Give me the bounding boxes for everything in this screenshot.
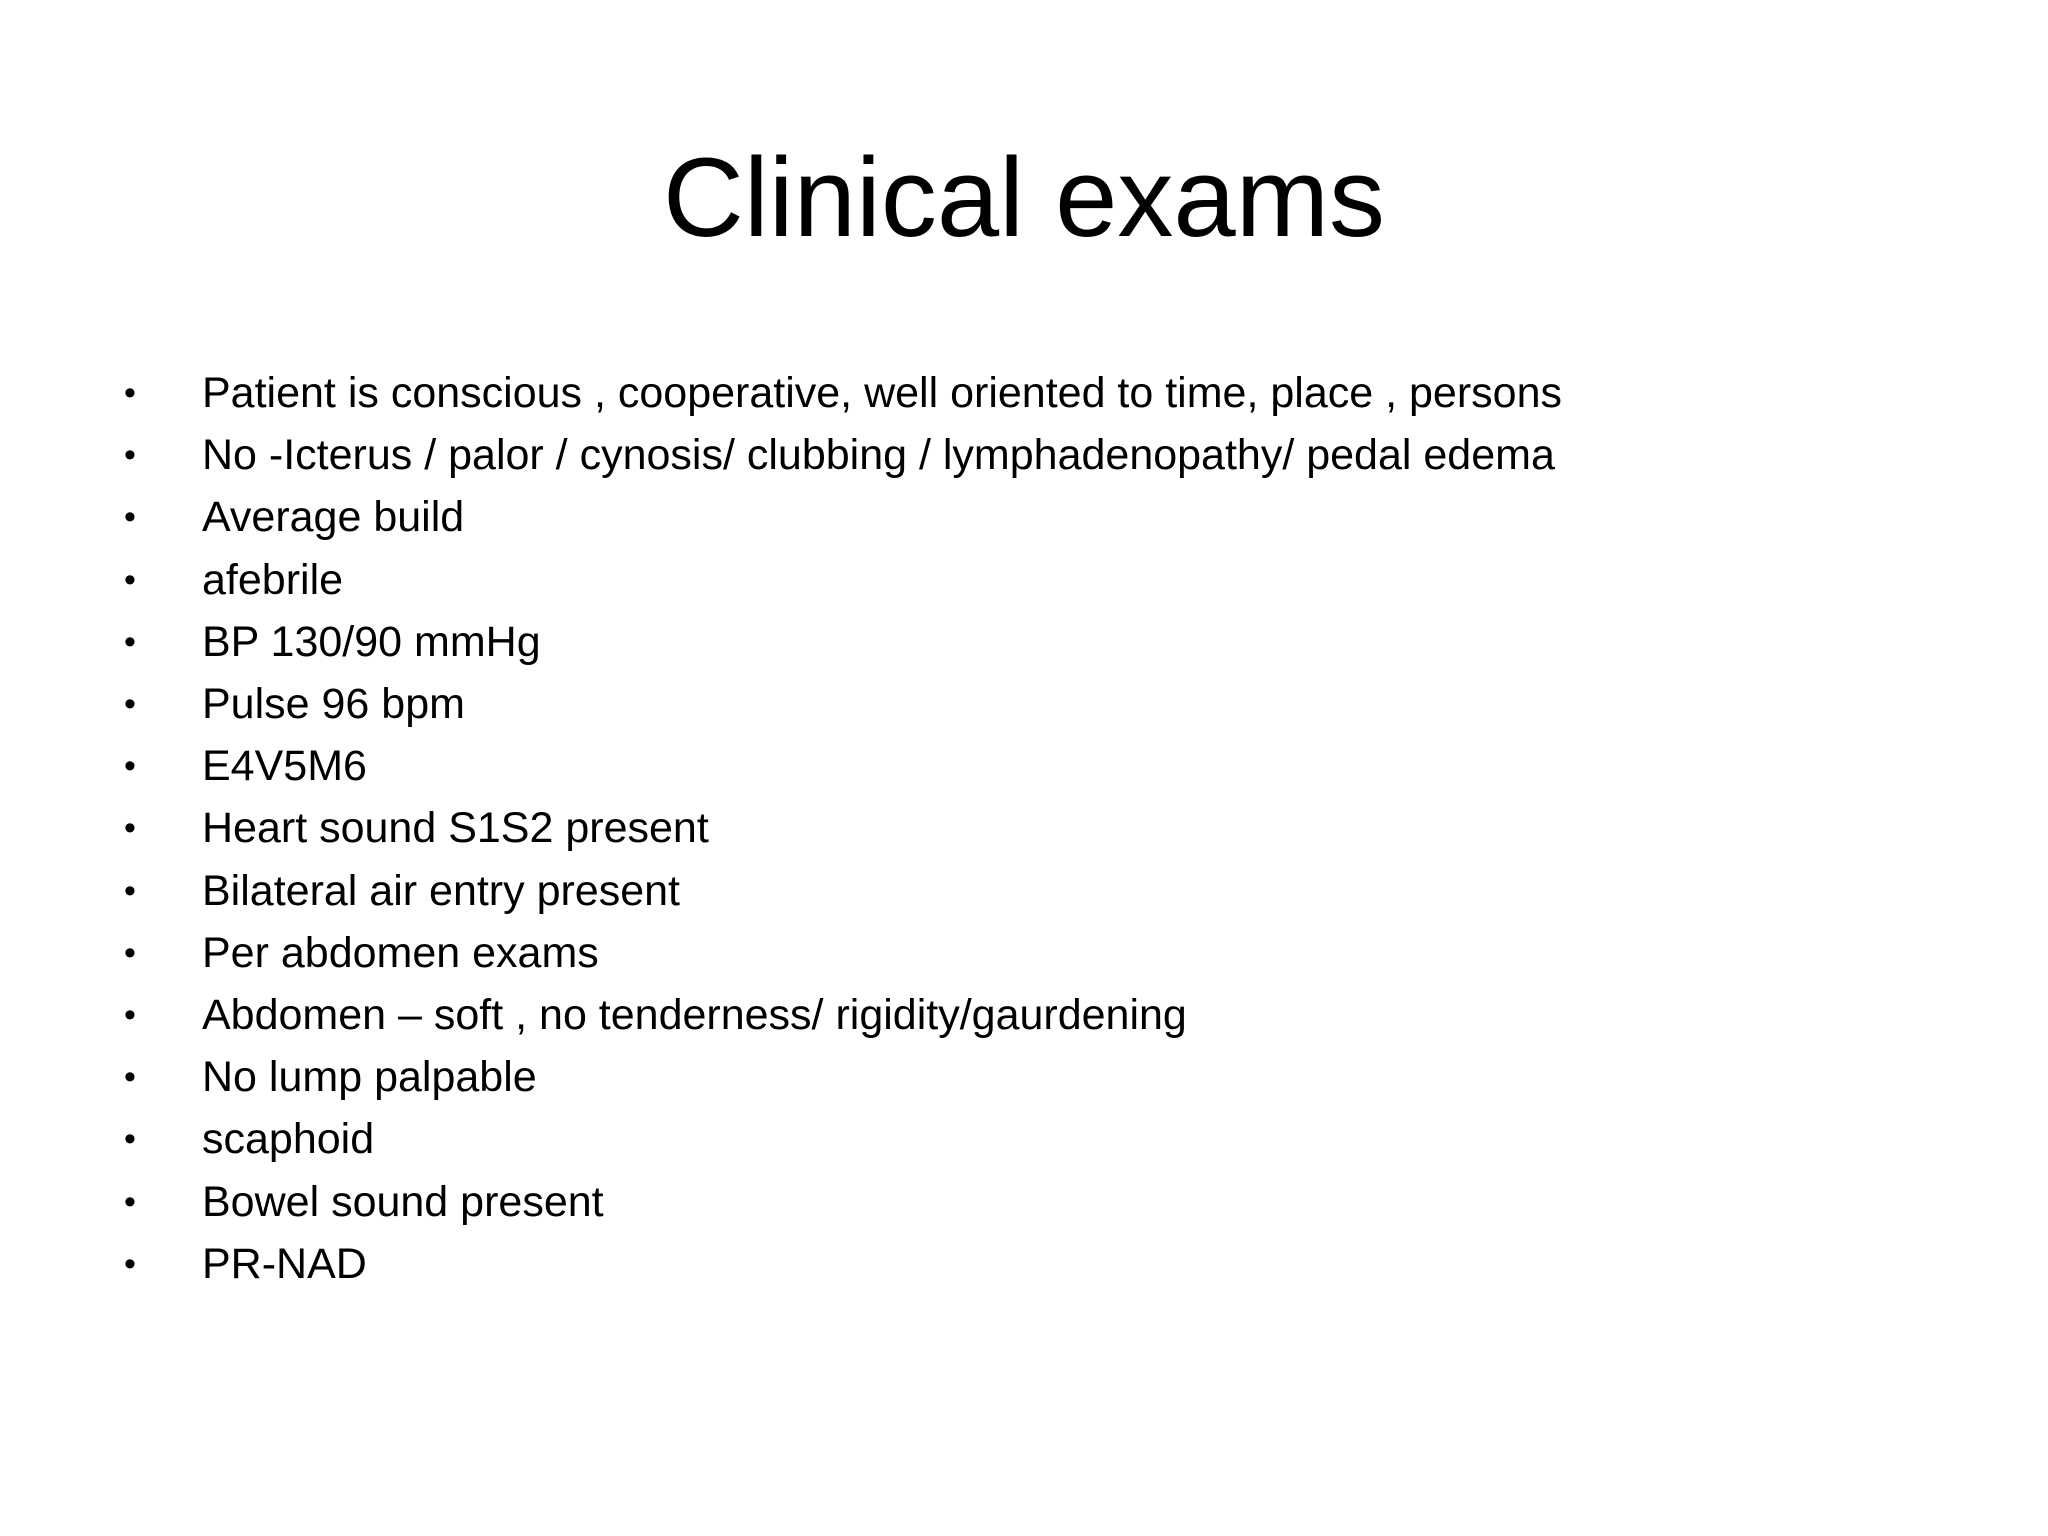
bullet-icon: • (124, 1120, 136, 1159)
bullet-icon: • (124, 560, 136, 599)
bullet-icon: • (124, 1182, 136, 1221)
list-item-text: Abdomen – soft , no tenderness/ rigidity/gaurdening (202, 990, 1187, 1039)
bullet-icon: • (124, 933, 136, 972)
list-item-text: BP 130/90 mmHg (202, 617, 541, 666)
list-item-text: scaphoid (202, 1115, 375, 1164)
bullet-icon: • (124, 871, 136, 910)
list-item (124, 1170, 1974, 1232)
list-item-text: Average build (202, 493, 465, 542)
list-item (124, 984, 1974, 1046)
bullet-icon: • (124, 995, 136, 1034)
list-item (124, 611, 1974, 673)
list-item (124, 797, 1974, 859)
list-item (124, 1233, 1974, 1295)
list-item-text: No lump palpable (202, 1053, 537, 1102)
list-item (124, 549, 1974, 611)
list-item-text: Heart sound S1S2 present (202, 804, 709, 853)
slide-title: Clinical exams (663, 135, 1385, 260)
list-item (124, 486, 1974, 548)
clinical-exam-list (124, 362, 1974, 1295)
list-item (124, 1046, 1974, 1108)
list-item (124, 1108, 1974, 1170)
list-item-text: PR-NAD (202, 1239, 367, 1288)
bullet-icon: • (124, 747, 136, 786)
list-item-text: Pulse 96 bpm (202, 680, 465, 729)
bullet-icon: • (124, 374, 136, 413)
list-item (124, 860, 1974, 922)
bullet-icon: • (124, 809, 136, 848)
list-item-text: E4V5M6 (202, 742, 367, 791)
list-item-text: Patient is conscious , cooperative, well oriented to time, place , persons (202, 369, 1562, 418)
bullet-icon: • (124, 436, 136, 475)
list-item (124, 673, 1974, 735)
list-item-text: afebrile (202, 555, 344, 604)
bullet-icon: • (124, 622, 136, 661)
list-item (124, 424, 1974, 486)
bullet-icon: • (124, 498, 136, 537)
bullet-icon: • (124, 1058, 136, 1097)
list-item-text: Per abdomen exams (202, 928, 599, 977)
list-item-text: No -Icterus / palor / cynosis/ clubbing / lymphadenopathy/ pedal edema (202, 431, 1555, 480)
list-item-text: Bowel sound present (202, 1177, 604, 1226)
list-item (124, 735, 1974, 797)
bullet-icon: • (124, 685, 136, 724)
list-item (124, 922, 1974, 984)
list-item-text: Bilateral air entry present (202, 866, 680, 915)
bullet-icon: • (124, 1244, 136, 1283)
list-item (124, 362, 1974, 424)
